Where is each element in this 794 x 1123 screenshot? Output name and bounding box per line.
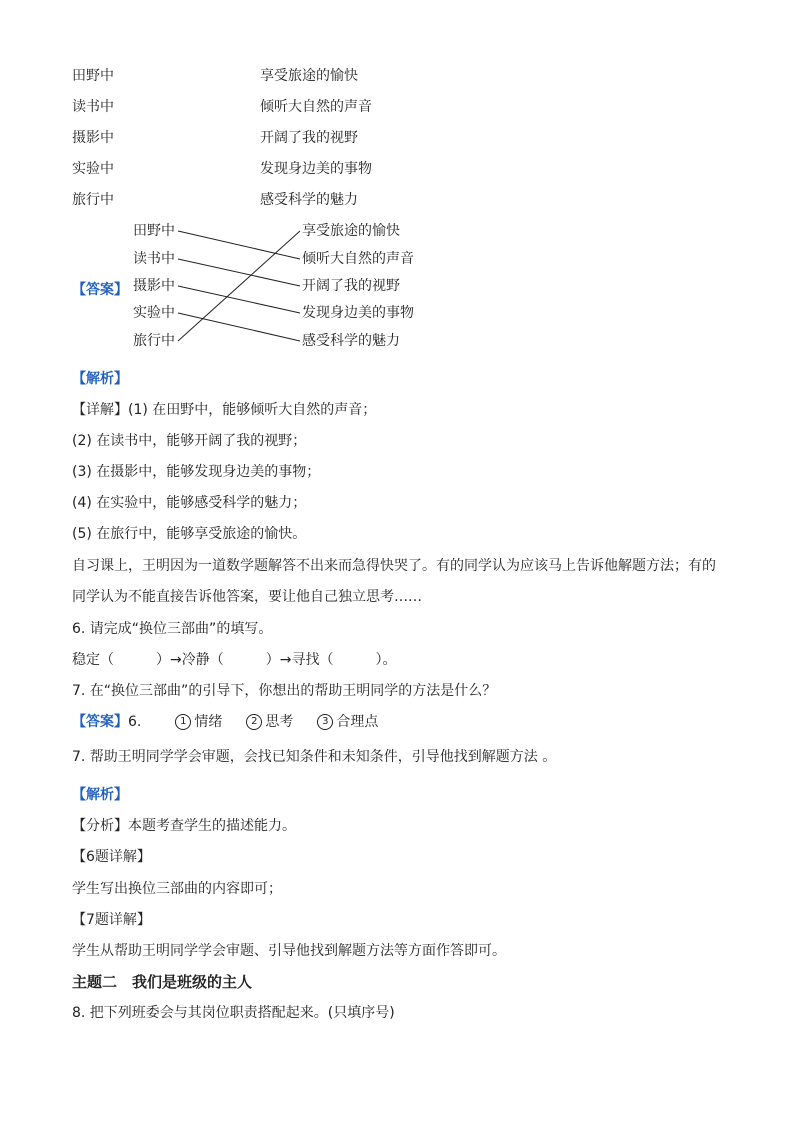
detail-label: 【详解】: [72, 402, 128, 418]
answer-label: 【答案】: [72, 714, 128, 730]
link-line-1: [178, 259, 300, 286]
answer-left-3: 实验中: [133, 305, 175, 321]
section-title: 主题二 我们是班级的主人: [72, 973, 253, 991]
q7-detail-text: 学生从帮助王明同学学会审题、引导他找到解题方法等方面作答即可。: [72, 943, 506, 959]
analysis-item-3: (4) 在实验中，能够感受科学的魅力；: [72, 495, 307, 511]
circle-number: 3: [317, 714, 333, 730]
answer-item: 思考: [265, 714, 294, 730]
answer-7: 7. 帮助王明同学学会审题，会找已知条件和未知条件，引导他找到解题方法 。: [72, 749, 557, 765]
answer-item: 情绪: [194, 714, 223, 730]
q6-detail-text: 学生写出换位三部曲的内容即可；: [72, 881, 282, 897]
match-left-1: 读书中: [72, 99, 114, 115]
answer-right-2: 开阔了我的视野: [302, 278, 400, 294]
passage-line-0: 自习课上，王明因为一道数学题解答不出来而急得快哭了。有的同学认为应该马上告诉他解题方法；有的: [72, 558, 716, 574]
link-line-4: [178, 231, 300, 341]
match-left-4: 旅行中: [72, 192, 114, 208]
analysis-sub-label: 【分析】: [72, 818, 128, 834]
link-line-2: [178, 286, 300, 313]
match-right-3: 发现身边美的事物: [260, 161, 372, 177]
question-7: 7. 在“换位三部曲”的引导下，你想出的帮助王明同学的方法是什么？: [72, 683, 497, 699]
passage-line-1: 同学认为不能直接告诉他答案，要让他自己独立思考……: [72, 589, 422, 605]
match-right-1: 倾听大自然的声音: [260, 99, 372, 115]
analysis-item-1: (2) 在读书中，能够开阔了我的视野；: [72, 433, 307, 449]
answer-2: [72, 713, 378, 731]
match-left-3: 实验中: [72, 161, 114, 177]
match-right-2: 开阔了我的视野: [260, 130, 358, 146]
analysis-item-4: (5) 在旅行中，能够享受旅途的愉快。: [72, 526, 307, 542]
analysis-label: 【解析】: [72, 371, 128, 387]
q7-detail-label: 【7题详解】: [72, 912, 151, 928]
answer-link-lines: [0, 0, 794, 400]
match-right-4: 感受科学的魅力: [260, 192, 358, 208]
answer-right-0: 享受旅途的愉快: [302, 223, 400, 239]
answer-prefix: 6.: [128, 714, 142, 730]
match-left-2: 摄影中: [72, 130, 114, 146]
answer-left-1: 读书中: [133, 251, 175, 267]
answer-left-4: 旅行中: [133, 333, 175, 349]
analysis-label: 【解析】: [72, 787, 128, 803]
link-line-3: [178, 313, 300, 341]
match-right-0: 享受旅途的愉快: [260, 68, 358, 84]
answer-left-0: 田野中: [133, 223, 175, 239]
analysis-item-2: (3) 在摄影中，能够发现身边美的事物；: [72, 464, 321, 480]
question-8: 8. 把下列班委会与其岗位职责搭配起来。(只填序号): [72, 1005, 395, 1021]
answer-right-3: 发现身边美的事物: [302, 305, 414, 321]
link-line-0: [178, 231, 300, 259]
answer-left-2: 摄影中: [133, 278, 175, 294]
answer-right-1: 倾听大自然的声音: [302, 251, 414, 267]
analysis-summary: 【分析】本题考查学生的描述能力。: [72, 818, 296, 834]
match-left-0: 田野中: [72, 68, 114, 84]
answer-label: 【答案】: [72, 282, 128, 298]
question-6-fill: 稳定（ ）→冷静（ ）→寻找（ ）。: [72, 652, 397, 668]
q6-detail-label: 【6题详解】: [72, 849, 151, 865]
analysis-item-0: 【详解】(1) 在田野中，能够倾听大自然的声音；: [72, 402, 377, 418]
circle-number: 1: [175, 714, 191, 730]
question-6: 6. 请完成“换位三部曲”的填写。: [72, 621, 273, 637]
answer-item: 合理点: [336, 714, 379, 730]
answer-right-4: 感受科学的魅力: [302, 333, 400, 349]
circle-number: 2: [246, 714, 262, 730]
